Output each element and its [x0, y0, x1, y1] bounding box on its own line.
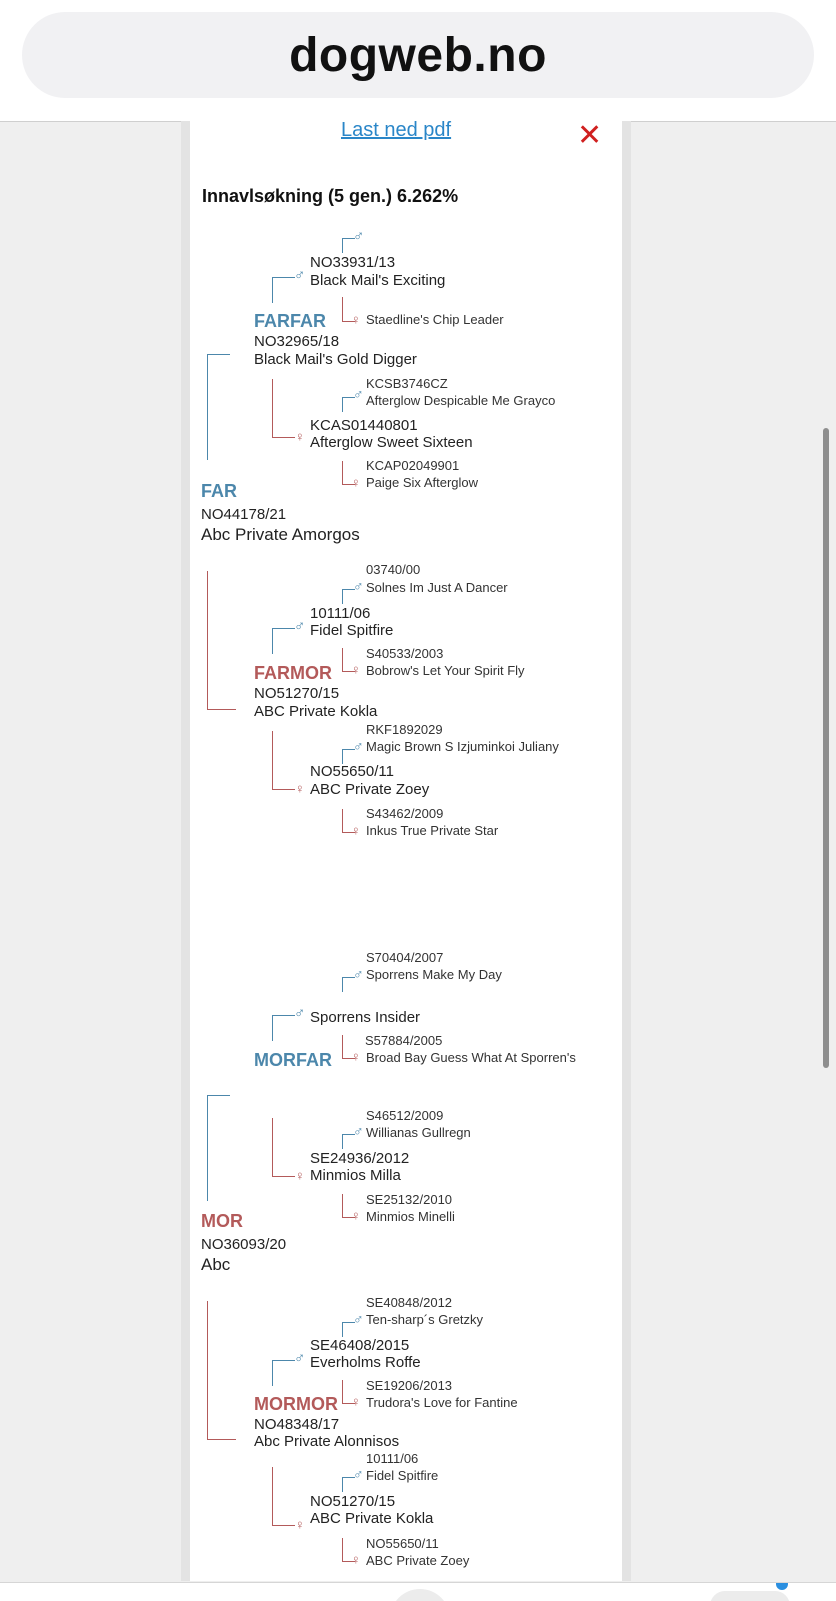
ancestor-name[interactable]: Willianas Gullregn — [366, 1125, 471, 1140]
grandparent-name[interactable]: Sporrens Insider — [310, 1009, 421, 1026]
far-label: FAR — [201, 481, 237, 501]
toolbar-button[interactable] — [390, 1589, 450, 1601]
female-icon: ♀ — [295, 781, 305, 796]
connector-line — [207, 1095, 230, 1201]
ancestor-reg: SE25132/2010 — [366, 1192, 453, 1207]
mor-name[interactable]: Abc — [201, 1255, 231, 1274]
connector-line — [207, 354, 230, 460]
ancestor-name[interactable]: Staedline's Chip Leader — [366, 312, 504, 327]
close-icon[interactable]: ✕ — [577, 121, 603, 152]
male-icon: ♂ — [353, 1311, 364, 1327]
ancestor-name[interactable]: Fidel Spitfire — [366, 1468, 439, 1483]
great-grandparent-reg: NO33931/13 — [310, 254, 396, 271]
connector-line — [272, 1015, 295, 1041]
male-icon: ♂ — [294, 1350, 306, 1367]
ancestor-reg: 03740/00 — [366, 562, 421, 577]
inbreeding-coefficient — [202, 186, 458, 207]
ancestor-name[interactable]: ABC Private Zoey — [366, 1553, 470, 1568]
male-icon: ♂ — [353, 228, 365, 245]
grandparent-name[interactable]: Minmios Milla — [310, 1167, 401, 1184]
mormor-reg: NO48348/17 — [254, 1416, 340, 1433]
morfar-label: MORFAR — [254, 1050, 332, 1070]
ancestor-name[interactable]: Broad Bay Guess What At Sporren's — [366, 1050, 576, 1065]
ancestor-name[interactable]: Paige Six Afterglow — [366, 475, 479, 490]
female-icon: ♀ — [351, 475, 361, 490]
ancestor-reg: SE19206/2013 — [366, 1378, 453, 1393]
browser-bottom-bar — [0, 1582, 836, 1601]
connector-line — [272, 1360, 295, 1386]
grandparent-reg: SE24936/2012 — [310, 1150, 410, 1167]
grandparent-name[interactable]: Fidel Spitfire — [310, 622, 394, 639]
connector-line — [272, 731, 295, 790]
ancestor-name[interactable]: Afterglow Despicable Me Grayco — [366, 393, 556, 408]
mormor-label: MORMOR — [254, 1394, 338, 1414]
ancestor-reg: SE40848/2012 — [366, 1295, 453, 1310]
female-icon: ♀ — [351, 1552, 361, 1567]
ancestor-name[interactable]: Inkus True Private Star — [366, 823, 499, 838]
connector-line — [272, 1467, 295, 1526]
browser-top-bar — [0, 0, 836, 122]
ancestor-name[interactable]: Magic Brown S Izjuminkoi Juliany — [366, 739, 559, 754]
grandparent-name[interactable]: ABC Private Kokla — [310, 1510, 434, 1527]
download-pdf-link[interactable]: Last ned pdf — [341, 121, 452, 141]
ancestor-name[interactable]: Bobrow's Let Your Spirit Fly — [366, 663, 525, 678]
ancestor-reg: KCSB3746CZ — [366, 376, 448, 391]
mor-label: MOR — [201, 1211, 243, 1231]
inbreeding-label: Innavlsøkning (5 gen.) — [202, 186, 393, 206]
male-icon: ♂ — [294, 618, 306, 635]
ancestor-name[interactable]: Trudora's Love for Fantine — [366, 1395, 518, 1410]
female-icon: ♀ — [351, 662, 361, 677]
ancestor-reg: 10111/06 — [366, 1451, 419, 1466]
male-icon: ♂ — [353, 386, 364, 402]
male-icon: ♂ — [353, 966, 364, 982]
ancestor-reg: S57884/2005 — [365, 1033, 443, 1048]
female-icon: ♀ — [295, 429, 305, 444]
farfar-label: FARFAR — [254, 311, 326, 331]
great-grandparent-name[interactable]: Black Mail's Exciting — [310, 272, 446, 289]
male-icon: ♂ — [353, 578, 364, 594]
male-icon: ♂ — [353, 1466, 364, 1482]
female-icon: ♀ — [351, 823, 361, 838]
male-icon: ♂ — [294, 267, 306, 284]
male-icon: ♂ — [294, 1005, 306, 1022]
ancestor-name[interactable]: Solnes Im Just A Dancer — [366, 580, 508, 595]
female-icon: ♀ — [351, 312, 361, 327]
toggle-indicator — [776, 1582, 788, 1590]
connector-line — [272, 1118, 295, 1177]
female-icon: ♀ — [295, 1168, 305, 1183]
female-icon: ♀ — [295, 1517, 305, 1532]
connector-line — [272, 379, 295, 438]
grandparent-reg: KCAS01440801 — [310, 417, 418, 434]
connector-line — [207, 1301, 236, 1440]
grandparent-name[interactable]: Everholms Roffe — [310, 1354, 421, 1371]
grandparent-reg: 10111/06 — [310, 605, 371, 622]
mor-reg: NO36093/20 — [201, 1236, 287, 1253]
pedigree-panel — [190, 121, 622, 1581]
grandparent-name[interactable]: Afterglow Sweet Sixteen — [310, 434, 473, 451]
grandparent-reg: NO51270/15 — [310, 1493, 396, 1510]
grandparent-reg: NO55650/11 — [310, 763, 394, 780]
female-icon: ♀ — [351, 1049, 361, 1064]
far-name[interactable]: Abc Private Amorgos — [201, 525, 360, 544]
female-icon: ♀ — [351, 1394, 361, 1409]
farfar-reg: NO32965/18 — [254, 333, 340, 350]
ancestor-reg: S70404/2007 — [366, 950, 444, 965]
ancestor-reg: S46512/2009 — [366, 1108, 444, 1123]
ancestor-reg: S40533/2003 — [366, 646, 444, 661]
far-reg: NO44178/21 — [201, 506, 287, 523]
connector-line — [207, 571, 236, 710]
page-scrollbar[interactable] — [823, 428, 829, 1068]
ancestor-name[interactable]: Minmios Minelli — [366, 1209, 455, 1224]
farmor-name[interactable]: ABC Private Kokla — [254, 703, 378, 720]
farmor-reg: NO51270/15 — [254, 685, 340, 702]
ancestor-reg: S43462/2009 — [366, 806, 444, 821]
mormor-name[interactable]: Abc Private Alonnisos — [254, 1433, 400, 1450]
farmor-label: FARMOR — [254, 663, 332, 683]
ancestor-reg: RKF1892029 — [366, 722, 443, 737]
url-text: dogweb.no — [289, 28, 547, 82]
connector-line — [272, 277, 295, 303]
connector-line — [272, 628, 295, 654]
ancestor-reg: NO55650/11 — [366, 1536, 439, 1551]
farfar-name[interactable]: Black Mail's Gold Digger — [254, 351, 417, 368]
male-icon: ♂ — [353, 738, 364, 754]
ancestor-name[interactable]: Ten-sharp´s Gretzky — [366, 1312, 484, 1327]
ancestor-name[interactable]: Sporrens Make My Day — [366, 967, 502, 982]
ancestor-reg: KCAP02049901 — [366, 458, 460, 473]
female-icon: ♀ — [351, 1208, 361, 1223]
grandparent-reg: SE46408/2015 — [310, 1337, 410, 1354]
male-icon: ♂ — [353, 1123, 364, 1139]
url-bar[interactable] — [22, 12, 814, 98]
inbreeding-value: 6.262% — [397, 186, 459, 206]
grandparent-name[interactable]: ABC Private Zoey — [310, 781, 430, 798]
